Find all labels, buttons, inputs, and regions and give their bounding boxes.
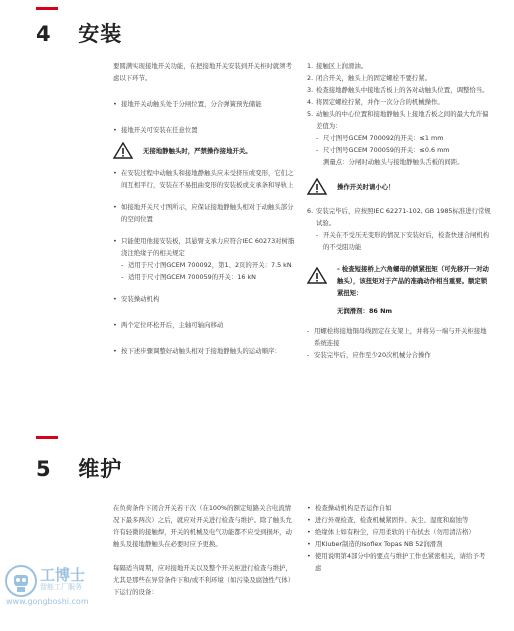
section4-title: 安装 xyxy=(78,22,123,46)
sub-item: - 用螺栓将接地铜母线固定在支架上，并将另一端与开关柜接地系统连接 xyxy=(307,325,491,349)
warning-box-1 xyxy=(113,142,295,159)
warning-box-3 xyxy=(307,263,491,317)
list-item: • 接地开关动触头处于分闸位置，分合弹簧预先储能 xyxy=(113,98,295,110)
warning-icon xyxy=(307,178,327,195)
list-item: • 两个定位环松开后，主轴可轴向移动 xyxy=(113,319,295,331)
list-item: • 用Kluber制造的Isoflex Topas NB 52润滑剂 xyxy=(307,538,491,550)
section5-para-1: 在负荷条件下闭合开关若干次（在100%的额定短路关合电流情况下最多两次）之后，就应对开关进行检查与维护。除了触头允许有轻微的接触焊，开关的机械及电气功能都不应受到损坏，动触头及接地静触头在必要时应予更换。 xyxy=(113,504,292,548)
step-item: 3. 检查接地静触头中接地舌板上的各对动触头位置，调整恰当。 xyxy=(307,86,489,94)
section4-number: 4 xyxy=(36,22,52,46)
list-item: • 绝缘体上如有粉尘，应用柔软的干布拭去（勿用清洁格） xyxy=(307,526,491,538)
section4-left-column xyxy=(113,60,295,363)
deviation-item: - 尺寸图号GCEM 700059的开关：≤0.6 mm xyxy=(316,144,491,156)
sub-item: - 适用于尺寸图GCEM 700092，第1、2页的开关：7.5 kN xyxy=(121,259,295,271)
section5-left-column xyxy=(113,502,295,604)
section4-accent-bar xyxy=(36,7,58,10)
step-item: 6. 安装完毕后，应按照IEC 62271-102, GB 1985标准进行常规试验。 xyxy=(307,207,491,227)
list-item: • 使用说明第4部分中的要点与维护工作也紧密相关，请给予考虑 xyxy=(307,550,491,574)
step-item: 5. 动触头的中心位置和接地静触头上接地舌板之间的最大允许偏差值为： xyxy=(307,110,489,130)
list-item: • 如接地开关尺寸图所示，应保证接地静触头相对于动触头部分的空间位置 xyxy=(113,201,295,225)
sub-item: - 安装完毕后，应作至少20次机械分合操作 xyxy=(307,349,491,361)
list-item: • 接地开关可安装在任意位置 xyxy=(113,124,295,136)
section5-accent-bar xyxy=(36,436,58,439)
section5-para-2: 每隔适当周期，应对接地开关以及整个开关柜进行检查与维护，尤其是那些在异常条件下和/或不利环境（如污染及腐蚀性气体）下运行的设备： xyxy=(113,564,295,596)
sub-item: - 开关在不受压无变形的情况下安装好后，检查快速合闸机构的不受阻功能 xyxy=(316,229,491,253)
section4-intro: 要圆满实现接地开关功能，在把接地开关安装到开关柜时就须考虑以下环节。 xyxy=(113,62,292,82)
deviation-item: - 尺寸图号GCEM 700092的开关：≤1 mm xyxy=(316,132,491,144)
list-item: • 只能使用他接安装板，其悬臂支承力应符合IEC 60273对树脂浇注绝缘子的相关规定 xyxy=(113,235,295,259)
section5-number: 5 xyxy=(36,457,52,481)
robot-icon xyxy=(4,564,38,598)
warning-text-2: 操作开关时请小心！ xyxy=(337,182,395,191)
deviation-note: 测量点：分闸时动触头与接地静触头舌板的间距。 xyxy=(323,158,464,166)
warning-icon xyxy=(307,267,327,284)
section5-title: 维护 xyxy=(78,457,123,481)
section5-right-column xyxy=(307,502,491,574)
list-item: • 按下述步骤调整好动触头相对于接地静触头的运动顺序： xyxy=(113,345,295,357)
list-item: • 安装操动机构 xyxy=(113,293,295,305)
watermark xyxy=(0,560,130,610)
section5-heading xyxy=(36,453,122,483)
section4-heading xyxy=(36,18,122,48)
sub-item: - 适用于尺寸图GCEM 700059的开关：16 kN xyxy=(121,271,295,283)
watermark-url: www.gongboshi.com xyxy=(6,597,89,606)
step-item: 4. 将固定螺栓拧紧，并作一次分合的机械操作。 xyxy=(307,98,444,106)
warning-text-1: 无接地静触头时，严禁操作接地开关。 xyxy=(143,146,252,155)
step-item: 1. 接触区上润滑油。 xyxy=(307,62,368,70)
list-item: • 在安装过程中动触头和接地静触头应未受挤压或变形，它们之间互相平行，安装在不易扭曲变形的安装板或支承条和导轨上 xyxy=(113,167,295,191)
step-item: 2. 闭合开关，触头上的固定螺栓不要拧紧。 xyxy=(307,74,432,82)
warning-text-3: - 检查短接桥上六角螺母的锁紧扭矩（可先移开一对动触头），该扭矩对于产品的准确动作相当重要。额定锁紧扭矩： xyxy=(337,265,489,297)
warning-box-2 xyxy=(307,178,491,195)
watermark-tagline: 智能工厂服务 xyxy=(40,583,82,591)
list-item: • 检查操动机构是否运作自如 xyxy=(307,502,491,514)
warning-icon xyxy=(113,142,133,159)
torque-value: 无润滑剂：86 Nm xyxy=(337,307,393,315)
list-item: • 进行外观检查，检查机械紧固件、灰尘、湿度和腐蚀等 xyxy=(307,514,491,526)
section4-right-column xyxy=(307,60,491,361)
watermark-brand: 工博士 xyxy=(40,566,86,584)
